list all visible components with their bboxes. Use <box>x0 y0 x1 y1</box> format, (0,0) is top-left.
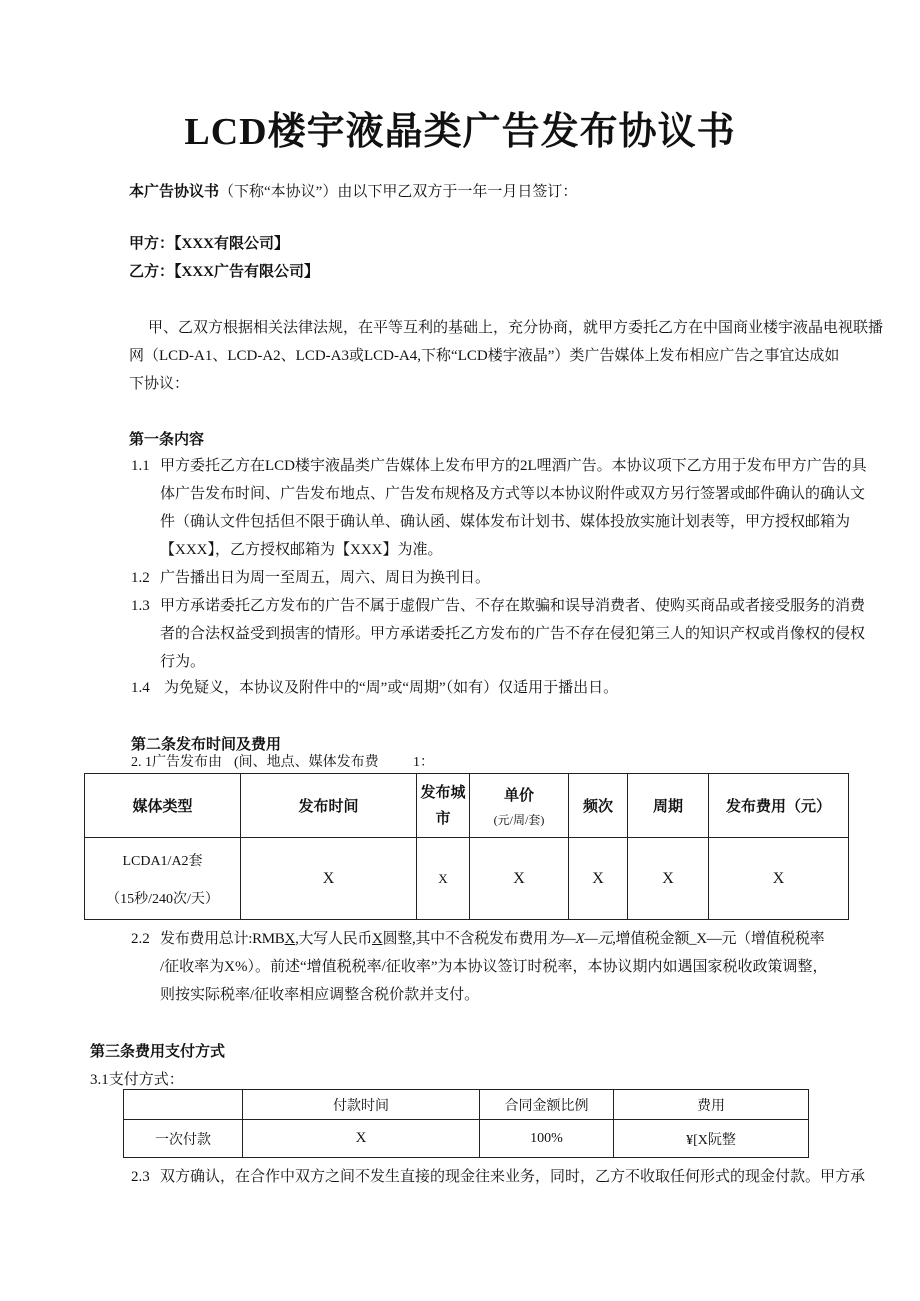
clause-1-1-number: 1.1 <box>131 458 150 474</box>
clause-1-1-line-4: 【XXX】，乙方授权邮箱为【XXX】为准。 <box>160 542 443 558</box>
clause-1-3-number: 1.3 <box>131 598 150 614</box>
cell-publish-city: X <box>417 838 470 920</box>
clause-2-2-line-1 <box>160 925 824 953</box>
clause-1-3-line-3: 行为。 <box>160 654 206 670</box>
header-publish-fee: 发布费用（元） <box>709 774 849 838</box>
clause-3-1: 3.1支付方式： <box>90 1072 184 1088</box>
header-unit-price <box>470 774 569 838</box>
cell-media-type-line-1: LCDA1/A2套 <box>122 853 203 869</box>
header-unit-price-unit: (元/周/套) <box>493 812 545 827</box>
intro-paragraph <box>129 178 577 206</box>
clause-2-2-capital-value: X <box>372 931 383 947</box>
clause-2-3-number: 2.3 <box>131 1169 150 1185</box>
clause-1-1-line-3: 件（确认文件包括但不限于确认单、确认函、媒体发布计划书、媒体投放实施计划表等，甲方授权邮箱为 <box>160 514 851 530</box>
clause-2-2-vat-label: ,增值税金额_X—元（增值税税率 <box>612 931 825 947</box>
party-a: 甲方：【XXX有限公司】 <box>129 236 289 252</box>
payment-header-fee: 费用 <box>614 1090 809 1120</box>
clause-1-2-text: 广告播出日为周一至周五，周六、周日为换刊日。 <box>160 570 491 586</box>
clause-2-2-line-2: /征收率为X%）。前述“增值税税率/征收率”为本协议签订时税率，本协议期内如遇国家税收政策调整， <box>160 959 828 975</box>
article-1-heading: 第一条内容 <box>129 432 205 448</box>
header-unit-price-label: 单价 <box>503 787 534 804</box>
preamble-line-3: 下协议： <box>129 376 190 392</box>
cell-frequency: X <box>569 838 628 920</box>
cell-publish-fee: X <box>709 838 849 920</box>
clause-2-2-number: 2.2 <box>131 931 150 947</box>
clause-2-1-part-b: (间、地点、媒体发布费 <box>234 755 379 770</box>
header-media-type: 媒体类型 <box>85 774 241 838</box>
clause-1-4-number: 1.4 <box>131 680 150 696</box>
payment-table-row <box>124 1120 809 1158</box>
clause-1-2-number: 1.2 <box>131 570 150 586</box>
clause-2-1-part-a: 2. 1广告发布由 <box>131 755 222 770</box>
payment-table-header-row <box>124 1090 809 1120</box>
cell-media-type <box>85 838 241 920</box>
payment-header-time: 付款时间 <box>243 1090 480 1120</box>
header-period: 周期 <box>628 774 709 838</box>
header-frequency: 频次 <box>569 774 628 838</box>
cell-unit-price: X <box>470 838 569 920</box>
media-fee-table-row <box>85 838 849 920</box>
clause-2-2-net-label: 圆整,其中不含税发布费用 <box>382 931 548 947</box>
payment-cell-ratio: 100% <box>480 1120 614 1158</box>
clause-2-2-total-label: 发布费用总计:RMB <box>160 931 285 947</box>
clause-2-1-part-c: 1： <box>413 755 434 770</box>
clause-1-1-line-2: 体广告发布时间、广告发布地点、广告发布规格及方式等以本协议附件或双方另行签署或邮件确认的确认文 <box>160 486 866 502</box>
party-b: 乙方：【XXX广告有限公司】 <box>129 264 319 280</box>
preamble-line-2: 网（LCD-A1、LCD-A2、LCD-A3或LCD-A4,下称“LCD楼宇液晶”）类广告媒体上发布相应广告之事宜达成如 <box>129 348 840 364</box>
cell-media-type-line-2: （15秒/240次/天） <box>106 891 219 907</box>
clause-1-4-text: 为免疑义，本协议及附件中的“周”或“周期”（如有）仅适用于播出日。 <box>164 680 619 696</box>
clause-2-2-line-3: 则按实际税率/征收率相应调整含税价款并支付。 <box>160 987 480 1003</box>
clause-1-1-line-1: 甲方委托乙方在LCD楼宇液晶类广告媒体上发布甲方的2L哩酒广告。本协议项下乙方用于发布甲方广告的具 <box>160 458 867 474</box>
article-2-heading: 第二条发布时间及费用 <box>131 737 282 753</box>
payment-cell-type: 一次付款 <box>124 1120 243 1158</box>
cell-period: X <box>628 838 709 920</box>
preamble-line-1: 甲、乙双方根据相关法律法规，在平等互利的基础上，充分协商，就甲方委托乙方在中国商业楼宇液晶电视联播 <box>148 320 884 336</box>
article-3-heading: 第三条费用支付方式 <box>90 1044 226 1060</box>
document-title: LCD楼宇液晶类广告发布协议书 <box>184 111 736 153</box>
payment-cell-time: X <box>243 1120 480 1158</box>
cell-publish-time: X <box>241 838 417 920</box>
header-publish-city: 发布城市 <box>417 774 470 838</box>
intro-text: （下称“本协议”）由以下甲乙双方于一年一月日签订： <box>219 184 578 200</box>
clause-1-3-line-2: 者的合法权益受到损害的情形。甲方承诺委托乙方发布的广告不存在侵犯第三人的知识产权或肖像权的侵权 <box>160 626 866 642</box>
intro-bold: 本广告协议书 <box>129 184 220 200</box>
clause-2-2-net-value: 为—X—元 <box>547 931 613 947</box>
payment-header-ratio: 合同金额比例 <box>480 1090 614 1120</box>
clause-2-3-text: 双方确认，在合作中双方之间不发生直接的现金往来业务，同时，乙方不收取任何形式的现金付款。甲方承 <box>160 1169 866 1185</box>
payment-cell-fee: ¥[X阮整 <box>614 1120 809 1158</box>
payment-table <box>123 1089 809 1158</box>
clause-1-3-line-1: 甲方承诺委托乙方发布的广告不属于虚假广告、不存在欺骗和误导消费者、使购买商品或者接受服务的消费 <box>160 598 866 614</box>
clause-2-2-capital-label: ,大写人民币 <box>295 931 373 947</box>
media-fee-table <box>84 773 849 920</box>
payment-header-blank <box>124 1090 243 1120</box>
header-publish-time: 发布时间 <box>241 774 417 838</box>
media-fee-table-header-row <box>85 774 849 838</box>
clause-2-2-total-value: X <box>284 931 296 947</box>
